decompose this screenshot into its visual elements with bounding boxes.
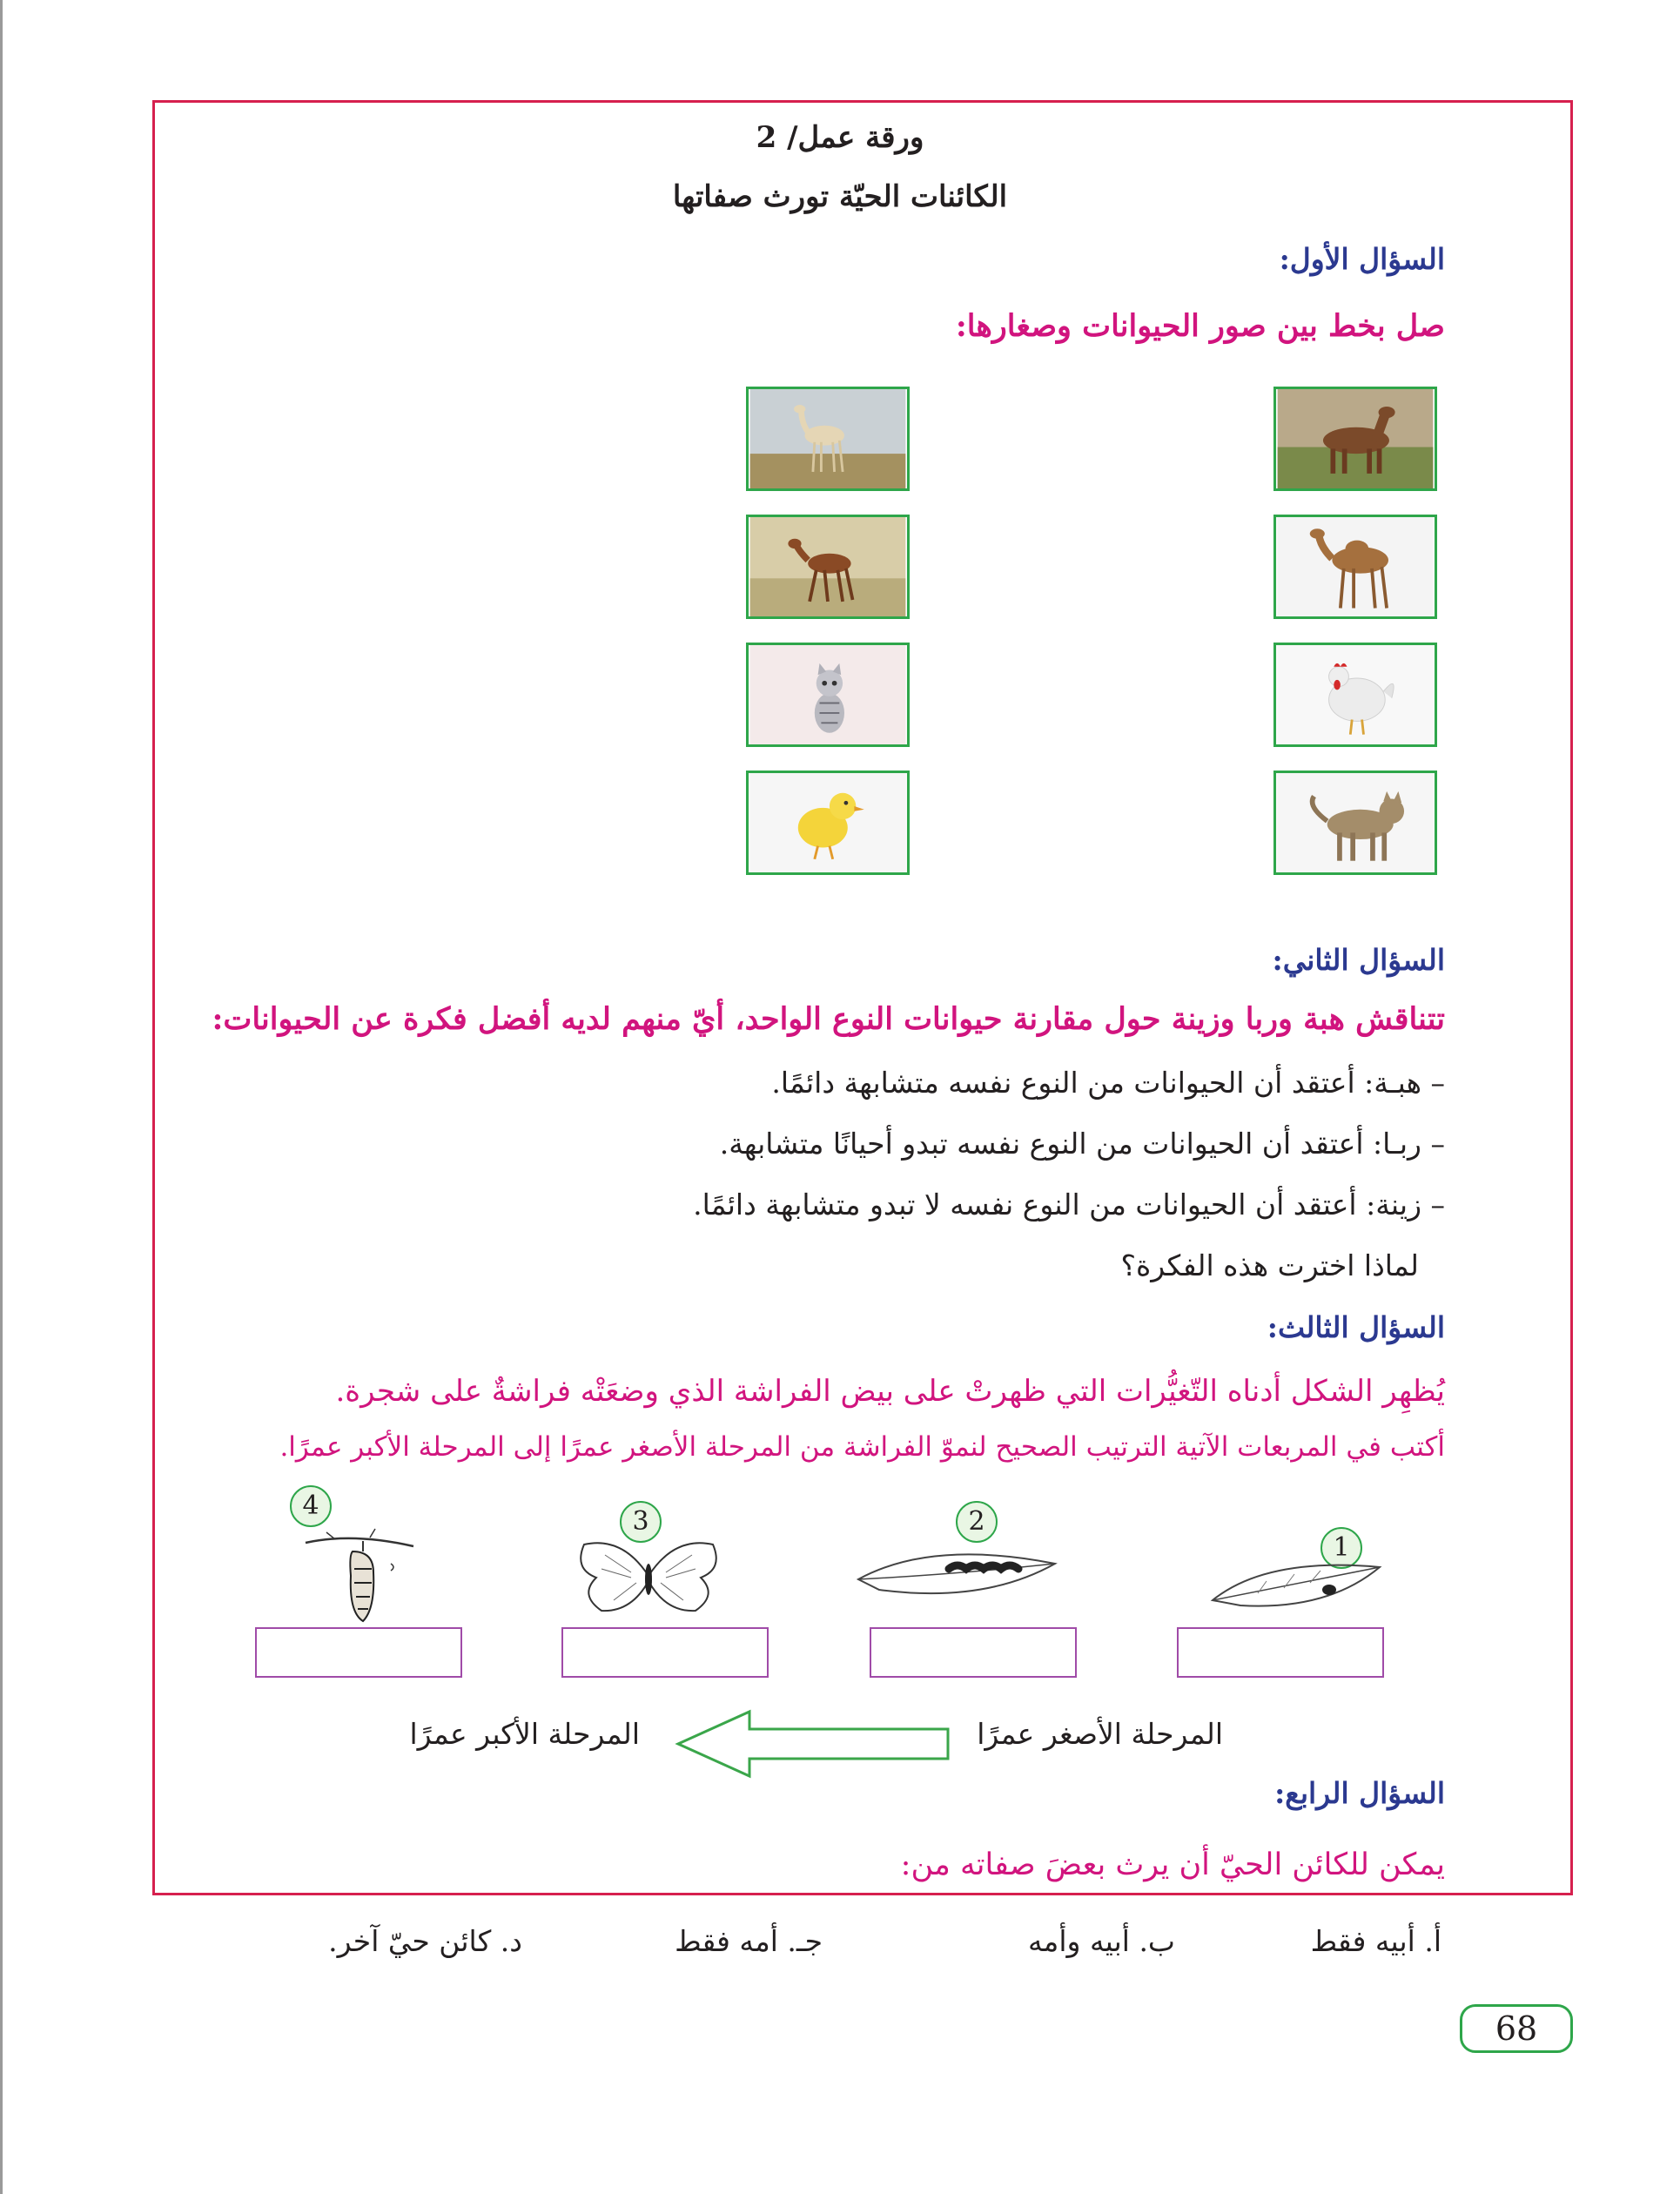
q2-why-question: لماذا اخترت هذه الفكرة؟ (1120, 1248, 1419, 1282)
q2-prompt: تتناقش هبة وربا وزينة حول مقارنة حيوانات النوع الواحد، أيّ منهم لديه أفضل فكرة عن الحيوانات: (212, 1001, 1445, 1037)
q4-heading: السؤال الرابع: (1274, 1776, 1445, 1810)
q4-choice-b[interactable]: ب. أبيه وأمه (1027, 1924, 1175, 1958)
oldest-stage-label: المرحلة الأكبر عمرًا (409, 1717, 640, 1751)
cat-photo[interactable] (1273, 771, 1437, 875)
q4-choice-a[interactable]: أ. أبيه فقط (1310, 1924, 1441, 1958)
hen-photo[interactable] (1273, 643, 1437, 747)
q3-heading: السؤال الثالث: (1267, 1310, 1445, 1344)
q4-prompt: يمكن للكائن الحيّ أن يرث بعضَ صفاته من: (900, 1847, 1445, 1882)
horse-photo[interactable] (1273, 387, 1437, 491)
worksheet-subtitle: الكائنات الحيّة تورث صفاتها (672, 179, 1008, 214)
stage-number-1: 1 (1320, 1527, 1362, 1569)
q1-heading: السؤال الأول: (1279, 242, 1445, 276)
youngest-stage-label: المرحلة الأصغر عمرًا (977, 1717, 1223, 1751)
option-dash: – (1430, 1127, 1445, 1161)
q2-option-heba (771, 1066, 1445, 1100)
leaf-with-egg-icon (1206, 1550, 1388, 1625)
stage-answer-box-2[interactable] (870, 1627, 1077, 1678)
q2-option-zeina (693, 1188, 1445, 1222)
stage-answer-box-1[interactable] (1177, 1627, 1384, 1678)
stage-number-3: 3 (620, 1501, 662, 1543)
camel-photo[interactable] (1273, 515, 1437, 619)
q4-choice-d[interactable]: د. كائن حيّ آخر. (328, 1924, 522, 1958)
q3-line2: أكتب في المربعات الآتية الترتيب الصحيح لنموّ الفراشة من المرحلة الأصغر عمرًا إلى المرحلة الأكبر عمرًا. (279, 1431, 1445, 1463)
option-dash: – (1430, 1188, 1445, 1222)
pupa-icon (300, 1525, 431, 1628)
q2-heading: السؤال الثاني: (1272, 943, 1445, 977)
q3-line1: يُظهِر الشكل أدناه التّغيُّرات التي ظهرتْ على بيض الفراشة الذي وضعَتْه فراشةٌ على شجرة. (335, 1374, 1445, 1409)
worksheet-title: ورقة عمل/ 2 (756, 120, 924, 155)
camel-calf-photo[interactable] (746, 387, 910, 491)
option-name: ربـا: (1373, 1127, 1421, 1161)
leaf-with-caterpillar-icon (853, 1532, 1062, 1611)
option-text: أعتقد أن الحيوانات من النوع نفسه تبدو أحيانًا متشابهة. (719, 1127, 1364, 1161)
option-text: أعتقد أن الحيوانات من النوع نفسه لا تبدو متشابهة دائمًا. (693, 1188, 1357, 1222)
stage-number-2: 2 (956, 1501, 998, 1543)
stage-answer-box-4[interactable] (255, 1627, 462, 1678)
option-dash: – (1430, 1066, 1445, 1100)
option-name: زينة: (1366, 1188, 1421, 1222)
stage-answer-box-3[interactable] (561, 1627, 769, 1678)
q4-choice-c[interactable]: جـ. أمه فقط (675, 1924, 823, 1958)
left-arrow-icon (675, 1708, 953, 1780)
page-edge-rule (0, 0, 3, 2194)
q2-option-ruba (720, 1127, 1445, 1161)
option-name: هبـة: (1364, 1066, 1421, 1100)
option-text: أعتقد أن الحيوانات من النوع نفسه متشابهة دائمًا. (771, 1066, 1355, 1100)
stage-number-4: 4 (290, 1485, 332, 1527)
kitten-photo[interactable] (746, 643, 910, 747)
butterfly-icon (570, 1534, 727, 1618)
page-number: 68 (1460, 2004, 1573, 2053)
q1-prompt: صل بخط بين صور الحيوانات وصغارها: (955, 308, 1445, 344)
foal-photo[interactable] (746, 515, 910, 619)
chick-photo[interactable] (746, 771, 910, 875)
